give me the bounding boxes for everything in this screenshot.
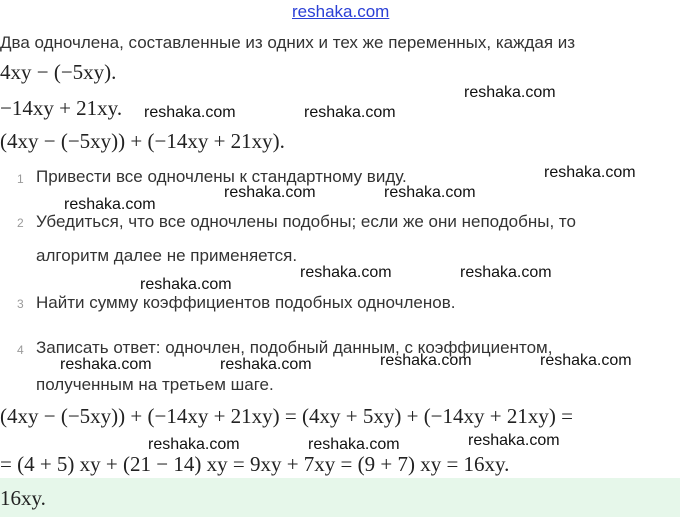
watermark: reshaka.com bbox=[380, 352, 472, 369]
watermark: reshaka.com bbox=[148, 436, 240, 453]
watermark: reshaka.com bbox=[300, 264, 392, 281]
solution-line-1: (4xy − (−5xy)) + (−14xy + 21xy) = (4xy + 5xy) + (−14xy + 21xy) = bbox=[0, 404, 573, 428]
watermark: reshaka.com bbox=[304, 104, 396, 121]
step-text: алгоритм далее не применяется. bbox=[36, 246, 298, 265]
step-number: 2 bbox=[17, 216, 24, 230]
watermark: reshaka.com bbox=[220, 356, 312, 373]
watermark: reshaka.com bbox=[468, 432, 560, 449]
watermark: reshaka.com bbox=[60, 356, 152, 373]
watermark: reshaka.com bbox=[460, 264, 552, 281]
step-text: полученным на третьем шаге. bbox=[36, 375, 274, 394]
site-link[interactable]: reshaka.com bbox=[292, 2, 390, 21]
watermark: reshaka.com bbox=[64, 196, 156, 213]
answer-text: 16xy. bbox=[0, 486, 46, 510]
watermark: reshaka.com bbox=[140, 276, 232, 293]
expression-sum: (4xy − (−5xy)) + (−14xy + 21xy). bbox=[0, 129, 285, 153]
step-number: 1 bbox=[17, 172, 24, 186]
intro-text: Два одночлена, составленные из одних и тех же переменных, каждая из bbox=[0, 33, 576, 52]
watermark: reshaka.com bbox=[224, 184, 316, 201]
watermark: reshaka.com bbox=[544, 164, 636, 181]
watermark: reshaka.com bbox=[144, 104, 236, 121]
watermark: reshaka.com bbox=[308, 436, 400, 453]
watermark: reshaka.com bbox=[384, 184, 476, 201]
expression-1: 4xy − (−5xy). bbox=[0, 60, 117, 84]
step-text: Привести все одночлены к стандартному виду. bbox=[36, 167, 407, 186]
solution-line-2: = (4 + 5) xy + (21 − 14) xy = 9xy + 7xy = (9 + 7) xy = 16xy. bbox=[0, 452, 510, 476]
step-number: 3 bbox=[17, 297, 24, 311]
expression-2: −14xy + 21xy. bbox=[0, 96, 123, 120]
step-number: 4 bbox=[17, 343, 24, 357]
step-text: Найти сумму коэффициентов подобных одночленов. bbox=[36, 293, 456, 312]
watermark: reshaka.com bbox=[540, 352, 632, 369]
step-text: Записать ответ: одночлен, подобный данным, с коэффициентом, bbox=[36, 338, 553, 357]
step-text: Убедиться, что все одночлены подобны; если же они неподобны, то bbox=[36, 212, 576, 231]
watermark: reshaka.com bbox=[464, 84, 556, 101]
answer-box bbox=[0, 478, 680, 517]
